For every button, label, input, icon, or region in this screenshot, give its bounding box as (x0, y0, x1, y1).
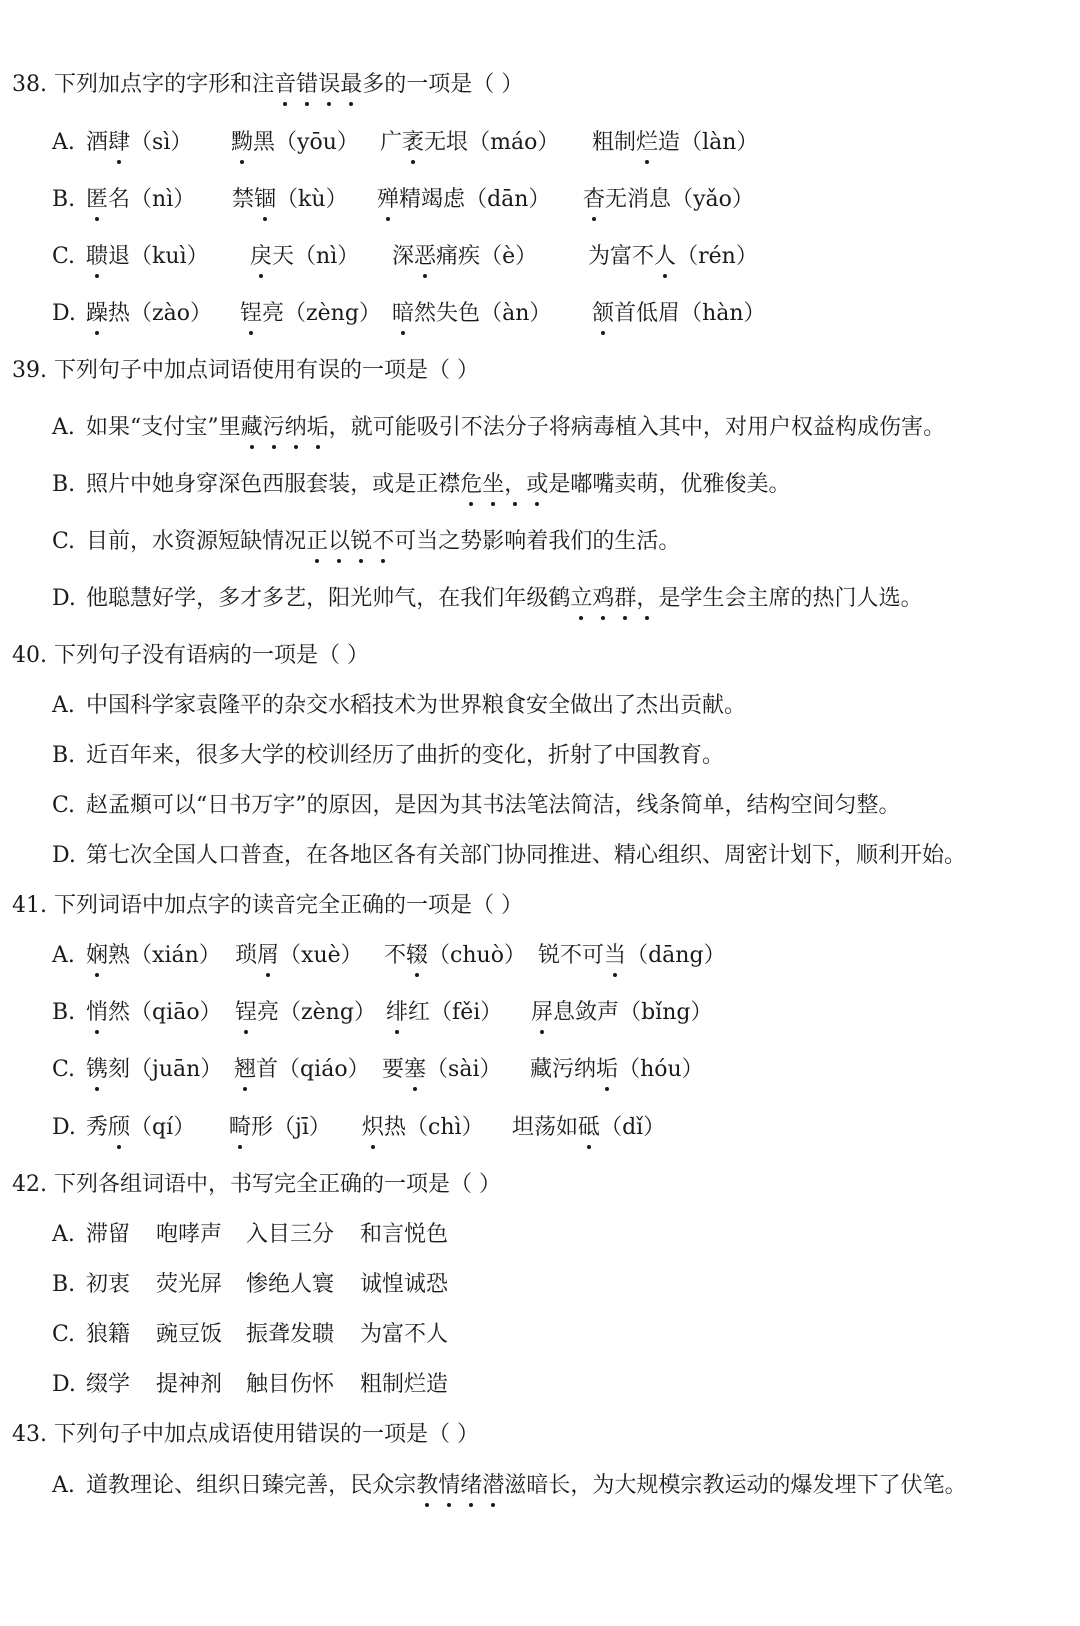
emphasized-char: 以 (328, 527, 350, 557)
question-number: 40. (12, 643, 47, 668)
emphasized-char: 鸡 (592, 584, 614, 614)
option-item: 荧光屏 (156, 1272, 223, 1297)
emphasized-char: 袤 (402, 128, 424, 158)
option-item: 琐屑（xuè） (235, 941, 363, 971)
option-letter: B. (52, 472, 76, 497)
option-item: 娴熟（xián） (86, 941, 221, 971)
option-letter: D. (52, 586, 76, 611)
question-number: 42. (12, 1172, 47, 1197)
emphasized-char: 翘 (234, 1055, 256, 1085)
option-item: 畸形（jī） (229, 1113, 331, 1143)
option-item: 诚惶诚恐 (360, 1272, 449, 1297)
emphasized-char: 炽 (362, 1113, 384, 1143)
option-letter: A. (52, 415, 75, 440)
question-stem: 下列加点字的字形和注音错误最多的一项是（ ） (54, 70, 523, 100)
option-item: 暗然失色（àn） (392, 299, 551, 329)
question-number: 38. (12, 72, 47, 97)
option-letter: C. (52, 244, 76, 269)
question-number: 41. (12, 893, 47, 918)
emphasized-char: 杳 (583, 185, 605, 215)
emphasized-char: 聩 (86, 242, 108, 272)
emphasized-char: 最 (340, 70, 362, 100)
option-item: 和言悦色 (360, 1222, 449, 1247)
emphasized-char: 悄 (86, 998, 108, 1028)
emphasized-char: 正 (306, 527, 328, 557)
option-item: 酒肆（sì） (86, 128, 192, 158)
option-letter: D. (52, 843, 76, 868)
option-item: 悄然（qiāo） (86, 998, 222, 1028)
option-item: 锃亮（zèng） (240, 299, 381, 329)
emphasized-char: 纳 (285, 413, 307, 443)
emphasized-char: 不 (372, 527, 394, 557)
option-letter: C. (52, 1322, 76, 1347)
option-item: 秀颀（qí） (86, 1113, 195, 1143)
option-item: 匿名（nì） (86, 185, 195, 215)
option-item: 镌刻（juān） (86, 1055, 222, 1085)
emphasized-char: 恶 (414, 242, 436, 272)
emphasized-char: 误 (318, 70, 340, 100)
option-letter: C. (52, 793, 76, 818)
option-item: 粗制烂造（làn） (592, 128, 758, 158)
option-item: 坦荡如砥（dǐ） (512, 1113, 665, 1143)
option-item: 缀学 (86, 1372, 131, 1397)
emphasized-char: 坐 (482, 470, 504, 500)
emphasized-char: 屏 (531, 998, 553, 1028)
option-letter: D. (52, 1372, 76, 1397)
option-item: 炽热（chì） (362, 1113, 484, 1143)
question-number: 39. (12, 358, 47, 383)
emphasized-char: 当 (604, 941, 626, 971)
option-item: 广袤无垠（máo） (380, 128, 559, 158)
emphasized-char: 畸 (229, 1113, 251, 1143)
option-item: 不辍（chuò） (384, 941, 526, 971)
emphasized-char: ， (636, 584, 658, 614)
emphasized-char: 危 (460, 470, 482, 500)
option-item: 聩退（kuì） (86, 242, 209, 272)
emphasized-char: 烂 (636, 128, 658, 158)
option-item: 粗制烂造 (360, 1372, 449, 1397)
option-item: 戾天（nì） (250, 242, 359, 272)
emphasized-char: 辍 (406, 941, 428, 971)
emphasized-char: 锃 (240, 299, 262, 329)
option-item: 初衷 (86, 1272, 131, 1297)
emphasized-char: 潜 (482, 1471, 504, 1501)
option-letter: D. (52, 301, 76, 326)
option-item: 提神剂 (156, 1372, 223, 1397)
option-letter: A. (52, 943, 75, 968)
emphasized-char: 绪 (460, 1471, 482, 1501)
option-item: 躁热（zào） (86, 299, 212, 329)
emphasized-char: 音 (274, 70, 296, 100)
emphasized-char: 肆 (108, 128, 130, 158)
emphasized-char: 情 (438, 1471, 460, 1501)
emphasized-char: 垢 (307, 413, 329, 443)
emphasized-char: 锢 (254, 185, 276, 215)
option-text: 赵孟頫可以“日书万字”的原因，是因为其书法笔法简洁，线条简单，结构空间匀整。 (86, 793, 901, 818)
emphasized-char: ， (504, 470, 526, 500)
option-item: 要塞（sài） (382, 1055, 502, 1085)
option-item: 为富不人（rén） (588, 242, 758, 272)
question-stem: 下列句子没有语病的一项是（ ） (54, 643, 369, 668)
emphasized-char: 黝 (231, 128, 253, 158)
option-text: 中国科学家袁隆平的杂交水稻技术为世界粮食安全做出了杰出贡献。 (86, 693, 747, 718)
emphasized-char: 砥 (578, 1113, 600, 1143)
emphasized-char: 藏 (241, 413, 263, 443)
option-item: 锐不可当（dāng） (538, 941, 726, 971)
emphasized-char: 垢 (596, 1055, 618, 1085)
option-item: 绯红（fěi） (386, 998, 502, 1028)
emphasized-char: 错 (296, 70, 318, 100)
question-stem: 下列句子中加点成语使用错误的一项是（ ） (54, 1422, 479, 1447)
emphasized-char: 教 (416, 1471, 438, 1501)
option-text: 近百年来，很多大学的校训经历了曲折的变化，折射了中国教育。 (86, 743, 725, 768)
emphasized-char: 殚 (377, 185, 399, 215)
option-item: 屏息敛声（bǐng） (531, 998, 713, 1028)
option-item: 豌豆饭 (156, 1322, 223, 1347)
option-letter: A. (52, 1222, 75, 1247)
option-item: 杳无消息（yǎo） (583, 185, 754, 215)
option-letter: A. (52, 1473, 75, 1498)
emphasized-char: 戾 (250, 242, 272, 272)
option-item: 咆哮声 (156, 1222, 223, 1247)
emphasized-char: 镌 (86, 1055, 108, 1085)
emphasized-char: 锐 (350, 527, 372, 557)
option-letter: A. (52, 693, 75, 718)
option-text: 道教理论、组织日臻完善，民众宗教情绪潜滋暗长，为大规模宗教运动的爆发埋下了伏笔。 (86, 1471, 967, 1501)
question-stem: 下列各组词语中，书写完全正确的一项是（ ） (54, 1172, 501, 1197)
emphasized-char: 躁 (86, 299, 108, 329)
option-letter: B. (52, 743, 76, 768)
emphasized-char: 群 (614, 584, 636, 614)
option-item: 触目伤怀 (246, 1372, 335, 1397)
option-letter: C. (52, 529, 76, 554)
emphasized-char: 暗 (392, 299, 414, 329)
option-text: 如果“支付宝”里藏污纳垢，就可能吸引不法分子将病毒植入其中，对用户权益构成伤害。 (86, 413, 945, 443)
option-item: 振聋发聩 (246, 1322, 335, 1347)
emphasized-char: 或 (526, 470, 548, 500)
emphasized-char: 绯 (386, 998, 408, 1028)
option-letter: B. (52, 1272, 76, 1297)
emphasized-char: 锃 (235, 998, 257, 1028)
option-item: 殚精竭虑（dān） (377, 185, 550, 215)
option-item: 锃亮（zèng） (235, 998, 376, 1028)
option-item: 惨绝人寰 (246, 1272, 335, 1297)
option-item: 入目三分 (246, 1222, 335, 1247)
option-text: 目前，水资源短缺情况正以锐不可当之势影响着我们的生活。 (86, 527, 680, 557)
option-text: 第七次全国人口普查，在各地区各有关部门协同推进、精心组织、周密计划下，顺利开始。 (86, 843, 967, 868)
option-letter: D. (52, 1115, 76, 1140)
emphasized-char: 颔 (592, 299, 614, 329)
emphasized-char: 匿 (86, 185, 108, 215)
option-item: 翘首（qiáo） (234, 1055, 370, 1085)
emphasized-char: 颀 (108, 1113, 130, 1143)
emphasized-char: 人 (654, 242, 676, 272)
emphasized-char: 立 (570, 584, 592, 614)
emphasized-char: 污 (263, 413, 285, 443)
option-item: 黝黑（yōu） (231, 128, 359, 158)
emphasized-char: 塞 (404, 1055, 426, 1085)
option-item: 滞留 (86, 1222, 131, 1247)
option-text: 照片中她身穿深色西服套装，或是正襟危坐，或是嘟嘴卖萌，优雅俊美。 (86, 470, 791, 500)
option-letter: A. (52, 130, 75, 155)
option-item: 深恶痛疾（è） (392, 242, 537, 272)
option-item: 禁锢（kù） (232, 185, 348, 215)
option-item: 颔首低眉（hàn） (592, 299, 766, 329)
option-text: 他聪慧好学，多才多艺，阳光帅气，在我们年级鹤立鸡群，是学生会主席的热门人选。 (86, 584, 923, 614)
option-item: 为富不人 (360, 1322, 449, 1347)
question-stem: 下列词语中加点字的读音完全正确的一项是（ ） (54, 893, 523, 918)
option-item: 狼籍 (86, 1322, 131, 1347)
emphasized-char: 屑 (257, 941, 279, 971)
emphasized-char: 娴 (86, 941, 108, 971)
option-item: 藏污纳垢（hóu） (530, 1055, 704, 1085)
option-letter: C. (52, 1057, 76, 1082)
option-letter: B. (52, 1000, 76, 1025)
question-number: 43. (12, 1422, 47, 1447)
option-letter: B. (52, 187, 76, 212)
question-stem: 下列句子中加点词语使用有误的一项是（ ） (54, 358, 479, 383)
